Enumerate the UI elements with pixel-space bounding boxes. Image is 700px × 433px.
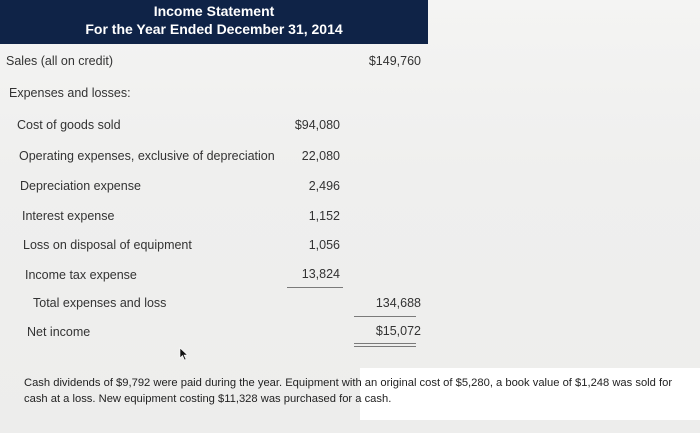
sales-amount: $149,760	[368, 54, 421, 68]
statement-period: For the Year Ended December 31, 2014	[85, 21, 343, 37]
subtotal-rule	[287, 287, 343, 288]
expense-amount-interest: 1,152	[308, 209, 340, 223]
expense-amount-loss-disposal: 1,056	[308, 238, 340, 252]
total-rule	[354, 316, 416, 317]
net-income-double-rule	[354, 343, 416, 347]
expense-amount-depreciation: 2,496	[308, 179, 340, 193]
expense-amount-income-tax: 13,824	[301, 267, 340, 281]
expense-amount-cogs: $94,080	[294, 118, 340, 132]
expense-label-interest: Interest expense	[22, 209, 115, 223]
mouse-cursor-icon	[179, 347, 191, 361]
expense-label-operating: Operating expenses, exclusive of depreciation	[19, 149, 275, 163]
total-expenses-label: Total expenses and loss	[33, 296, 167, 310]
sales-label: Sales (all on credit)	[6, 54, 113, 68]
expense-label-cogs: Cost of goods sold	[17, 118, 121, 132]
statement-header	[0, 0, 428, 44]
net-income-label: Net income	[27, 325, 91, 339]
statement-title: Income Statement	[153, 3, 275, 19]
expense-label-income-tax: Income tax expense	[25, 268, 137, 282]
net-income-amount: $15,072	[375, 324, 421, 338]
total-expenses-amount: 134,688	[375, 296, 421, 310]
expense-amount-operating: 22,080	[301, 149, 340, 163]
additional-info-note: Cash dividends of $9,792 were paid during the year. Equipment with an original cost of $5,280, a book value of $1,248 was sold for cash at a loss. New equipment costing $11,328 was purchased for a cash.	[24, 377, 673, 405]
expense-label-depreciation: Depreciation expense	[20, 179, 141, 193]
expenses-heading: Expenses and losses:	[9, 86, 131, 100]
expense-label-loss-disposal: Loss on disposal of equipment	[23, 238, 192, 252]
